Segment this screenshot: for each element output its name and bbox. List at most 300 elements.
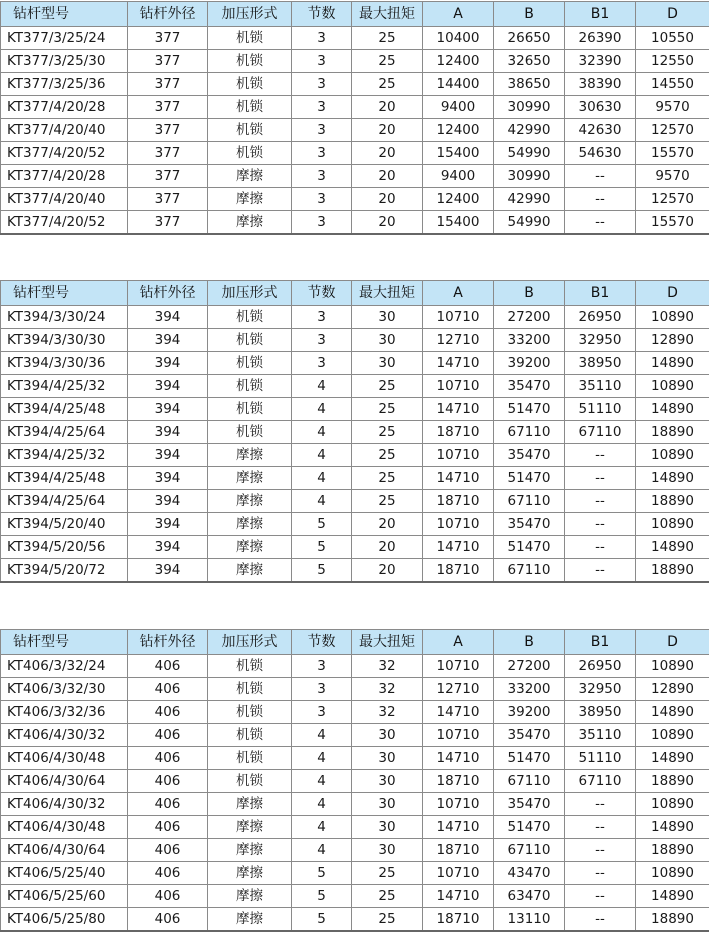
table-cell: 机锁: [208, 306, 292, 329]
table-cell: 32390: [565, 50, 636, 73]
table-cell: 20: [352, 211, 423, 235]
table-cell: 38390: [565, 73, 636, 96]
table-cell: 4: [292, 724, 352, 747]
table-cell: 18890: [636, 559, 709, 583]
table-cell: 33200: [494, 329, 565, 352]
table-cell: --: [565, 467, 636, 490]
table-cell: KT406/3/32/30: [1, 678, 128, 701]
table-cell: 39200: [494, 352, 565, 375]
table-row: [1, 421, 709, 444]
column-header: 节数: [292, 2, 352, 27]
table-cell: 14710: [423, 352, 494, 375]
table-cell: 14710: [423, 398, 494, 421]
table-cell: --: [565, 211, 636, 235]
table-cell: 10710: [423, 724, 494, 747]
table-cell: KT394/5/20/56: [1, 536, 128, 559]
table-cell: 3: [292, 188, 352, 211]
table-cell: 10710: [423, 793, 494, 816]
table-cell: 35470: [494, 724, 565, 747]
table-row: [1, 724, 709, 747]
table-cell: 18710: [423, 559, 494, 583]
table-cell: 42990: [494, 119, 565, 142]
table-cell: 14710: [423, 747, 494, 770]
table-cell: --: [565, 839, 636, 862]
table-cell: --: [565, 862, 636, 885]
table-cell: 51470: [494, 536, 565, 559]
table-cell: --: [565, 513, 636, 536]
table-cell: 32950: [565, 678, 636, 701]
table-cell: 394: [128, 421, 208, 444]
table-cell: 54990: [494, 142, 565, 165]
table-cell: 30: [352, 839, 423, 862]
table-cell: 51470: [494, 747, 565, 770]
table-cell: 10710: [423, 513, 494, 536]
table-cell: 3: [292, 655, 352, 678]
table-cell: KT406/5/25/40: [1, 862, 128, 885]
table-cell: 10890: [636, 862, 709, 885]
table-cell: 摩擦: [208, 839, 292, 862]
table-cell: 406: [128, 816, 208, 839]
table-cell: 10890: [636, 793, 709, 816]
table-cell: 机锁: [208, 50, 292, 73]
table-row: [1, 188, 709, 211]
column-header: D: [636, 2, 709, 27]
table-cell: 3: [292, 142, 352, 165]
table-cell: 14400: [423, 73, 494, 96]
table-row: [1, 398, 709, 421]
table-cell: KT406/5/25/60: [1, 885, 128, 908]
table-row: [1, 467, 709, 490]
table-cell: KT406/4/30/32: [1, 793, 128, 816]
table-cell: 30: [352, 816, 423, 839]
table-cell: 20: [352, 165, 423, 188]
table-cell: KT377/4/20/28: [1, 165, 128, 188]
table-cell: 35470: [494, 444, 565, 467]
table-cell: 5: [292, 536, 352, 559]
table-cell: 18890: [636, 839, 709, 862]
table-cell: 18890: [636, 908, 709, 932]
table-cell: 33200: [494, 678, 565, 701]
table-cell: KT394/4/25/32: [1, 375, 128, 398]
column-header: 钻杆外径: [128, 2, 208, 27]
table-cell: 15400: [423, 142, 494, 165]
table-cell: 42990: [494, 188, 565, 211]
table-cell: 406: [128, 770, 208, 793]
table-cell: 30630: [565, 96, 636, 119]
column-header: 钻杆外径: [128, 281, 208, 306]
table-cell: 14890: [636, 536, 709, 559]
table-cell: KT406/4/30/32: [1, 724, 128, 747]
table-row: [1, 50, 709, 73]
table-row: [1, 329, 709, 352]
table-row: [1, 770, 709, 793]
table-row: [1, 306, 709, 329]
table-cell: 30: [352, 329, 423, 352]
table-cell: 394: [128, 375, 208, 398]
table-cell: KT406/4/30/48: [1, 747, 128, 770]
table-cell: 394: [128, 329, 208, 352]
table-cell: --: [565, 559, 636, 583]
table-cell: 摩擦: [208, 467, 292, 490]
table-cell: KT377/3/25/36: [1, 73, 128, 96]
table-cell: 14890: [636, 701, 709, 724]
table-cell: 14710: [423, 701, 494, 724]
table-cell: 10710: [423, 862, 494, 885]
table-cell: 20: [352, 536, 423, 559]
table-cell: 20: [352, 559, 423, 583]
table-cell: 3: [292, 211, 352, 235]
table-cell: 25: [352, 908, 423, 932]
table-cell: 9570: [636, 96, 709, 119]
table-cell: 14890: [636, 747, 709, 770]
table-cell: 18890: [636, 421, 709, 444]
table-cell: 30990: [494, 165, 565, 188]
table-cell: 12570: [636, 119, 709, 142]
table-cell: 35110: [565, 724, 636, 747]
table-cell: 377: [128, 27, 208, 50]
table-cell: 67110: [494, 770, 565, 793]
table-cell: 406: [128, 747, 208, 770]
table-cell: 机锁: [208, 655, 292, 678]
table-row: [1, 701, 709, 724]
table-cell: 377: [128, 211, 208, 235]
column-header: D: [636, 630, 709, 655]
table-cell: 394: [128, 536, 208, 559]
table-cell: 机锁: [208, 352, 292, 375]
header-row: [1, 630, 709, 655]
column-header: 最大扭矩: [352, 630, 423, 655]
table-cell: 38950: [565, 352, 636, 375]
spec-table-kt394: [0, 280, 709, 583]
table-cell: 5: [292, 908, 352, 932]
table-cell: 32650: [494, 50, 565, 73]
table-cell: 377: [128, 50, 208, 73]
table-row: [1, 908, 709, 932]
table-cell: 4: [292, 421, 352, 444]
table-cell: 18710: [423, 839, 494, 862]
table-cell: 25: [352, 490, 423, 513]
table-cell: 3: [292, 306, 352, 329]
column-header: 最大扭矩: [352, 2, 423, 27]
table-cell: KT394/4/25/48: [1, 398, 128, 421]
table-cell: 30: [352, 306, 423, 329]
table-row: [1, 885, 709, 908]
table-cell: 63470: [494, 885, 565, 908]
table-cell: 12400: [423, 188, 494, 211]
table-cell: --: [565, 188, 636, 211]
table-cell: 18890: [636, 490, 709, 513]
table-cell: 10890: [636, 724, 709, 747]
column-header: B1: [565, 281, 636, 306]
table-cell: 14710: [423, 467, 494, 490]
table-cell: 377: [128, 188, 208, 211]
table-cell: 27200: [494, 306, 565, 329]
table-cell: 377: [128, 142, 208, 165]
table-cell: 406: [128, 793, 208, 816]
table-cell: 10710: [423, 655, 494, 678]
table-cell: KT377/4/20/40: [1, 188, 128, 211]
table-cell: 摩擦: [208, 490, 292, 513]
table-cell: 14550: [636, 73, 709, 96]
table-cell: 20: [352, 188, 423, 211]
table-cell: 5: [292, 885, 352, 908]
table-cell: 4: [292, 770, 352, 793]
table-cell: 9400: [423, 96, 494, 119]
column-header: 最大扭矩: [352, 281, 423, 306]
table-cell: KT406/4/30/64: [1, 770, 128, 793]
table-cell: 30990: [494, 96, 565, 119]
table-cell: 10710: [423, 444, 494, 467]
table-cell: 67110: [565, 770, 636, 793]
table-cell: 30: [352, 793, 423, 816]
table-cell: 4: [292, 839, 352, 862]
table-cell: 13110: [494, 908, 565, 932]
table-cell: 394: [128, 352, 208, 375]
table-cell: 32950: [565, 329, 636, 352]
table-row: [1, 747, 709, 770]
table-cell: 394: [128, 444, 208, 467]
table-cell: 摩擦: [208, 165, 292, 188]
table-cell: 3: [292, 678, 352, 701]
table-row: [1, 839, 709, 862]
table-cell: 10890: [636, 655, 709, 678]
table-cell: 26390: [565, 27, 636, 50]
table-row: [1, 375, 709, 398]
table-cell: KT406/4/30/48: [1, 816, 128, 839]
table-cell: 54990: [494, 211, 565, 235]
table-cell: 18710: [423, 421, 494, 444]
column-header: A: [423, 2, 494, 27]
table-cell: 406: [128, 724, 208, 747]
table-cell: 机锁: [208, 329, 292, 352]
table-cell: 30: [352, 747, 423, 770]
table-cell: --: [565, 444, 636, 467]
table-cell: 14890: [636, 467, 709, 490]
table-cell: 394: [128, 306, 208, 329]
column-header: B: [494, 630, 565, 655]
table-row: [1, 73, 709, 96]
table-cell: 39200: [494, 701, 565, 724]
table-cell: 5: [292, 862, 352, 885]
table-cell: 10890: [636, 513, 709, 536]
table-cell: 4: [292, 490, 352, 513]
table-cell: 摩擦: [208, 513, 292, 536]
table-cell: 12710: [423, 678, 494, 701]
table-cell: 25: [352, 885, 423, 908]
table-cell: 10890: [636, 375, 709, 398]
table-cell: 9570: [636, 165, 709, 188]
table-cell: 377: [128, 165, 208, 188]
table-cell: KT377/3/25/24: [1, 27, 128, 50]
table-cell: --: [565, 490, 636, 513]
table-cell: 摩擦: [208, 536, 292, 559]
table-cell: 10550: [636, 27, 709, 50]
table-cell: 15570: [636, 142, 709, 165]
column-header: 加压形式: [208, 630, 292, 655]
table-cell: 机锁: [208, 724, 292, 747]
table-cell: 机锁: [208, 96, 292, 119]
table-cell: 32: [352, 701, 423, 724]
table-cell: 12550: [636, 50, 709, 73]
table-cell: 51470: [494, 467, 565, 490]
spec-table-kt377: [0, 1, 709, 235]
table-cell: 10400: [423, 27, 494, 50]
table-cell: 25: [352, 73, 423, 96]
table-cell: 摩擦: [208, 211, 292, 235]
column-header: 钻杆型号: [1, 281, 128, 306]
table-cell: 25: [352, 467, 423, 490]
table-cell: 67110: [494, 839, 565, 862]
table-cell: 14890: [636, 398, 709, 421]
table-row: [1, 211, 709, 235]
table-cell: 3: [292, 329, 352, 352]
table-cell: KT406/4/30/64: [1, 839, 128, 862]
table-cell: 35470: [494, 375, 565, 398]
table-cell: 26650: [494, 27, 565, 50]
header-row: [1, 2, 709, 27]
table-cell: 18890: [636, 770, 709, 793]
table-cell: 406: [128, 885, 208, 908]
table-cell: 3: [292, 73, 352, 96]
table-cell: 25: [352, 375, 423, 398]
table-row: [1, 444, 709, 467]
table-cell: 394: [128, 398, 208, 421]
table-row: [1, 536, 709, 559]
table-cell: 14710: [423, 885, 494, 908]
column-header: 加压形式: [208, 2, 292, 27]
table-cell: 25: [352, 398, 423, 421]
table-cell: 20: [352, 142, 423, 165]
table-cell: 67110: [494, 421, 565, 444]
table-cell: 406: [128, 862, 208, 885]
column-header: 钻杆外径: [128, 630, 208, 655]
table-cell: 35110: [565, 375, 636, 398]
table-cell: 20: [352, 513, 423, 536]
table-cell: 14890: [636, 816, 709, 839]
table-cell: 3: [292, 119, 352, 142]
table-cell: 9400: [423, 165, 494, 188]
table-cell: 3: [292, 352, 352, 375]
table-row: [1, 352, 709, 375]
table-cell: 26950: [565, 306, 636, 329]
table-cell: 机锁: [208, 119, 292, 142]
table-cell: 25: [352, 421, 423, 444]
table-cell: 4: [292, 793, 352, 816]
table-cell: 4: [292, 816, 352, 839]
table-cell: --: [565, 885, 636, 908]
table-cell: 4: [292, 444, 352, 467]
table-cell: 4: [292, 375, 352, 398]
table-cell: 32: [352, 655, 423, 678]
table-cell: KT406/3/32/24: [1, 655, 128, 678]
table-cell: 35470: [494, 793, 565, 816]
table-cell: 摩擦: [208, 444, 292, 467]
table-cell: 10710: [423, 306, 494, 329]
table-cell: 20: [352, 119, 423, 142]
table-cell: 机锁: [208, 770, 292, 793]
table-cell: 机锁: [208, 27, 292, 50]
table-cell: KT377/4/20/40: [1, 119, 128, 142]
table-cell: 机锁: [208, 375, 292, 398]
table-cell: 机锁: [208, 747, 292, 770]
column-header: A: [423, 630, 494, 655]
table-row: [1, 678, 709, 701]
table-cell: 30: [352, 352, 423, 375]
table-cell: 3: [292, 96, 352, 119]
table-cell: --: [565, 908, 636, 932]
table-cell: 406: [128, 839, 208, 862]
table-cell: KT377/4/20/52: [1, 142, 128, 165]
table-cell: 摩擦: [208, 188, 292, 211]
table-cell: 4: [292, 747, 352, 770]
table-cell: 394: [128, 513, 208, 536]
table-cell: 377: [128, 96, 208, 119]
table-cell: 377: [128, 73, 208, 96]
table-cell: 394: [128, 559, 208, 583]
table-cell: 18710: [423, 770, 494, 793]
table-cell: 14890: [636, 352, 709, 375]
table-cell: 38650: [494, 73, 565, 96]
table-cell: 67110: [494, 559, 565, 583]
table-cell: 12400: [423, 50, 494, 73]
table-cell: KT394/4/25/48: [1, 467, 128, 490]
table-cell: 摩擦: [208, 908, 292, 932]
table-cell: 5: [292, 513, 352, 536]
table-cell: 25: [352, 27, 423, 50]
table-row: [1, 119, 709, 142]
table-cell: 3: [292, 165, 352, 188]
table-cell: KT377/4/20/52: [1, 211, 128, 235]
table-cell: 42630: [565, 119, 636, 142]
header-row: [1, 281, 709, 306]
table-cell: --: [565, 816, 636, 839]
table-cell: 67110: [565, 421, 636, 444]
table-cell: 394: [128, 490, 208, 513]
table-row: [1, 793, 709, 816]
column-header: A: [423, 281, 494, 306]
table-cell: 51110: [565, 398, 636, 421]
table-cell: KT394/3/30/36: [1, 352, 128, 375]
table-cell: 406: [128, 655, 208, 678]
column-header: 钻杆型号: [1, 630, 128, 655]
table-row: [1, 559, 709, 583]
table-cell: 12710: [423, 329, 494, 352]
table-cell: 机锁: [208, 73, 292, 96]
table-cell: 38950: [565, 701, 636, 724]
table-cell: 10890: [636, 306, 709, 329]
table-cell: 27200: [494, 655, 565, 678]
table-cell: 54630: [565, 142, 636, 165]
table-cell: 51110: [565, 747, 636, 770]
table-row: [1, 513, 709, 536]
table-cell: 12400: [423, 119, 494, 142]
table-cell: 51470: [494, 816, 565, 839]
table-cell: --: [565, 165, 636, 188]
table-row: [1, 816, 709, 839]
table-cell: 14710: [423, 536, 494, 559]
table-cell: 10710: [423, 375, 494, 398]
table-cell: 12890: [636, 329, 709, 352]
table-cell: 摩擦: [208, 862, 292, 885]
table-cell: 15570: [636, 211, 709, 235]
table-cell: 3: [292, 50, 352, 73]
table-cell: KT406/5/25/80: [1, 908, 128, 932]
table-cell: KT377/4/20/28: [1, 96, 128, 119]
table-cell: KT394/4/25/32: [1, 444, 128, 467]
table-row: [1, 27, 709, 50]
table-row: [1, 142, 709, 165]
table-cell: 机锁: [208, 421, 292, 444]
